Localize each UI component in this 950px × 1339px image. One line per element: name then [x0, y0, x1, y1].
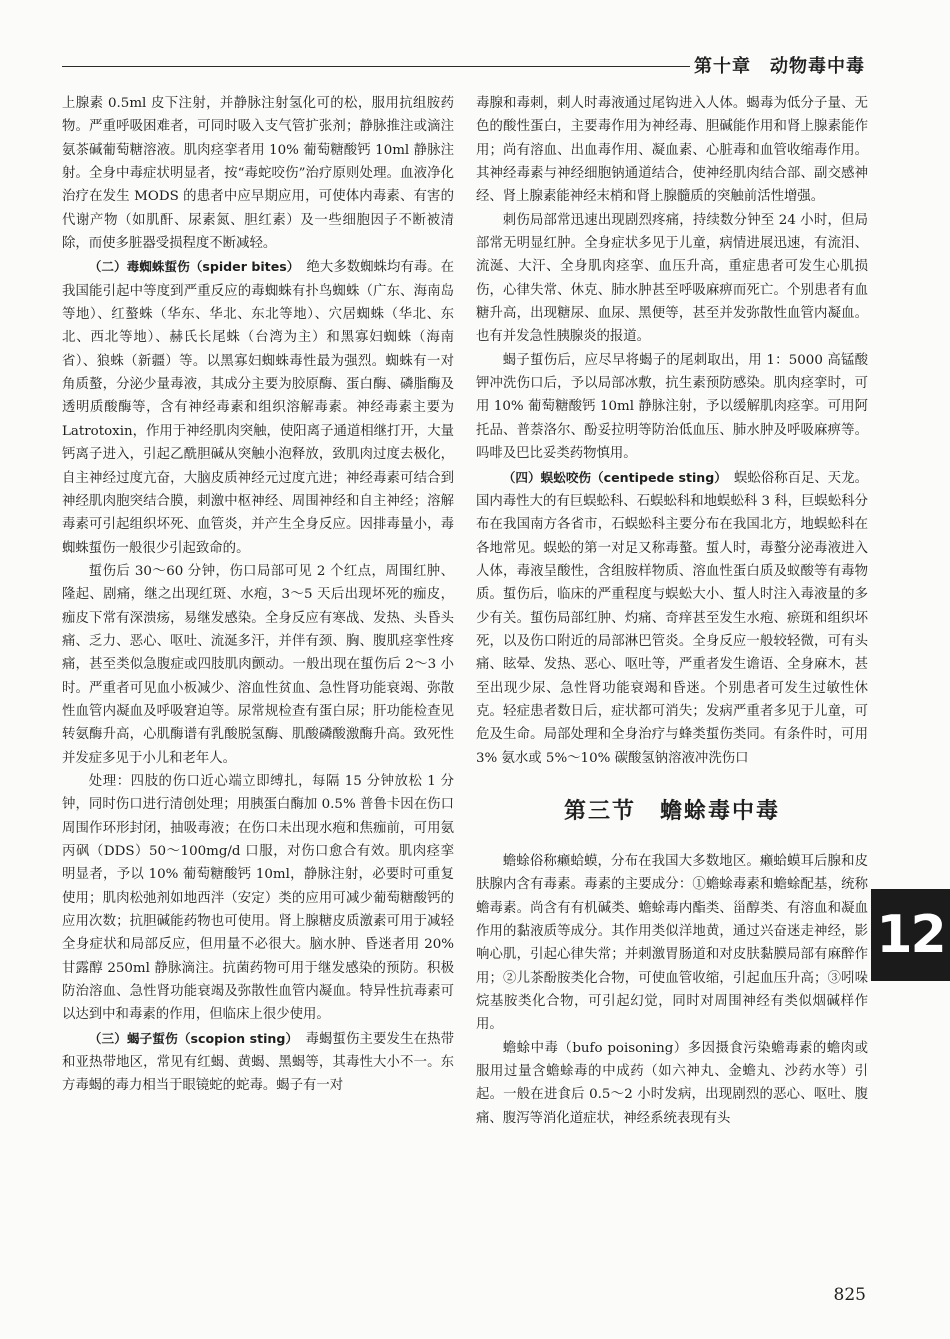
paragraph: 蟾蜍中毒（bufo poisoning）多因摄食污染蟾毒素的蟾肉或服用过量含蟾蜍毒的中成药（如六神丸、金蟾丸、沙药水等）引起。一般在进食后 0.5～2 小时发病，出现剧烈的恶心、呕吐、腹痛、腹泻等消化道症状，神经系统表现有头 [476, 1040, 868, 1126]
page-number: 825 [833, 1285, 866, 1305]
right-column [476, 92, 868, 1272]
section-title: 第三节 蟾蜍毒中毒 [563, 798, 780, 824]
paragraph-text: 蜈蚣俗称百足、天龙。国内毒性大的有巨蜈蚣科、石蜈蚣科和地蜈蚣科 3 科，巨蜈蚣科分布在我国南方各省市，石蜈蚣科主要分布在我国北方，地蜈蚣科在各地常见。蜈蚣的第一对足又称毒螯。蜇人时，毒螯分泌毒液进入人体，毒液呈酸性，含组胺样物质、溶血性蛋白质及蚁酸等有毒物质。蜇伤后，临床的严重程度与蜈蚣大小、蜇人时注入毒液量的多少有关。蜇伤局部红肿、灼痛、奇痒甚至发生水疱、瘀斑和组织坏死，以及伤口附近的局部淋巴管炎。全身反应一般较轻微，可有头痛、眩晕、发热、恶心、呕吐等，严重者发生谵语、全身麻木，甚至出现少尿、急性肾功能衰竭和昏迷。个别患者可发生过敏性休克。轻症患者数日后，症状都可消失；发病严重者多见于儿童，可危及生命。局部处理和全身治疗与蜂类蜇伤类同。有条件时，可用 3% 氨水或 5%～10% 碳酸氢钠溶液冲洗伤口 [476, 470, 868, 766]
paragraph-text: 绝大多数蜘蛛均有毒。在我国能引起中等度到严重反应的毒蜘蛛有扑鸟蜘蛛（广东、海南岛等地）、红螯蛛（华东、华北、东北等地）、穴居蜘蛛（华北、东北、西北等地）、赫氏长尾蛛（台湾为主）和黑寡妇蜘蛛（海南省）、狼蛛（新疆）等。以黑寡妇蜘蛛毒性最为强烈。蜘蛛有一对角质螯，分泌少量毒液，其成分主要为胶原酶、蛋白酶、磷脂酶及透明质酸酶等，含有神经毒素和组织溶解毒素。神经毒素主要为 Latrotoxin，作用于神经肌肉突触，使阳离子通道相继打开，大量钙离子进入，引起乙酰胆碱从突触小泡释放，致肌肉过度去极化，自主神经过度亢奋，大脑皮质神经元过度亢进；神经毒素可结合到神经肌肉胞突结合膜，刺激中枢神经、周围神经和自主神经；溶解毒素可引起组织坏死、血管炎，并产生全身反应。因排毒量小，毒蜘蛛蜇伤一般很少引起致命的。 [62, 260, 454, 556]
header-rule [62, 66, 690, 67]
subheading-scorpion-sting: （三）蝎子蜇伤（scopion sting） [88, 1030, 292, 1046]
paragraph-spider [62, 255, 454, 559]
chapter-header: 第十章 动物毒中毒 [694, 56, 865, 77]
paragraph: 毒腺和毒刺，刺人时毒液通过尾钩进入人体。蝎毒为低分子量、无色的酸性蛋白，主要毒作用为神经毒、胆碱能作用和肾上腺素能作用；尚有溶血、出血毒作用、凝血素、心脏毒和血管收缩毒作用。其神经毒素与神经细胞钠通道结合，使神经肌肉结合部、副交感神经、肾上腺素能神经末梢和肾上腺髓质的突触前活性增强。 [476, 96, 868, 205]
left-column [62, 92, 454, 1272]
chapter-tab: 12 [871, 889, 950, 981]
paragraph: 上腺素 0.5ml 皮下注射，并静脉注射氢化可的松，服用抗组胺药物。严重呼吸困难者，可同时吸入支气管扩张剂；静脉推注或滴注氨茶碱葡萄糖溶液。肌肉痉挛者用 10% 葡萄糖酸钙 10ml 静脉注射。全身中毒症状明显者，按“毒蛇咬伤”治疗原则处理。血液净化治疗在发生 MODS 的患者中应早期应用，可使体内毒素、有害的代谢产物（如肌酐、尿素氮、胆红素）及一些细胞因子不断被清除，而使多脏器受损程度不断减轻。 [62, 96, 454, 252]
paragraph-centipede [476, 466, 868, 770]
subheading-spider-bites: （二）毒蜘蛛蜇伤（spider bites） [88, 259, 294, 275]
subheading-centipede-sting: （四）蜈蚣咬伤（centipede sting） [502, 469, 721, 485]
paragraph: 刺伤局部常迅速出现剧烈疼痛，持续数分钟至 24 小时，但局部常无明显红肿。全身症状多见于儿童，病情进展迅速，有流泪、流涎、大汗、全身肌肉痉挛、血压升高，重症患者可发生心肌损伤，心律失常、休克、肺水肿甚至呼吸麻痹而死亡。个别患者有血糖升高，出现糖尿、血尿、黑便等，甚至并发弥散性血管内凝血。也有并发急性胰腺炎的报道。 [476, 212, 868, 345]
paragraph-scorpion [62, 1027, 454, 1098]
paragraph: 蝎子蜇伤后，应尽早将蝎子的尾刺取出，用 1：5000 高锰酸钾冲洗伤口后，予以局部冰敷，抗生素预防感染。肌肉痉挛时，可用 10% 葡萄糖酸钙 10ml 静脉注射，予以缓解肌肉痉挛。可用阿托品、普萘洛尔、酚妥拉明等防治低血压、肺水肿及呼吸麻痹等。吗啡及巴比妥类药物慎用。 [476, 352, 868, 462]
paragraph: 蟾蜍俗称癞蛤蟆，分布在我国大多数地区。癞蛤蟆耳后腺和皮肤腺内含有毒素。毒素的主要成分：①蟾蜍毒素和蟾蜍配基，统称蟾毒素。尚含有有机碱类、蟾蜍毒内酯类、甾醇类、有溶血和凝血作用的黏液质等成分。其作用类似洋地黄，通过兴奋迷走神经，影响心肌，引起心律失常；并刺激胃肠道和对皮肤黏膜局部有麻醉作用；②儿茶酚胺类化合物，可使血管收缩，引起血压升高；③吲哚烷基胺类化合物，可引起幻觉，同时对周围神经有类似烟碱样作用。 [476, 853, 868, 1033]
paragraph: 处理：四肢的伤口近心端立即缚扎，每隔 15 分钟放松 1 分钟，同时伤口进行清创处理；用胰蛋白酶加 0.5% 普鲁卡因在伤口周围作环形封闭，抽吸毒液；在伤口未出现水疱和焦痂前，可用氨丙砜（DDS）50～100mg/d 口服，对伤口愈合有效。肌肉痉挛明显者，予以 10% 葡萄糖酸钙 10ml，静脉注射，必要时可重复使用；肌肉松弛剂如地西泮（安定）类的应用可减少葡萄糖酸钙的应用次数；抗胆碱能药物也可使用。肾上腺糖皮质激素可用于减轻全身症状和局部反应，但用量不必很大。脑水肿、昏迷者用 20% 甘露醇 250ml 静脉滴注。抗菌药物可用于继发感染的预防。积极防治溶血、急性肾功能衰竭及弥散性血管内凝血。特异性抗毒素可以达到中和毒素的作用，但临床上很少使用。 [62, 773, 454, 1023]
paragraph: 蜇伤后 30～60 分钟，伤口局部可见 2 个红点，周围红肿、隆起、剧痛，继之出现红斑、水疱，3～5 天后出现坏死的痂皮，痂皮下常有深溃疡，易继发感染。全身反应有寒战、发热、头昏头痛、乏力、恶心、呕吐、流涎多汗，并伴有颈、胸、腹肌痉挛性疼痛，甚至类似急腹症或四肢肌肉颤动。一般出现在蜇伤后 2～3 小时。严重者可见血小板减少、溶血性贫血、急性肾功能衰竭、弥散性血管内凝血及呼吸窘迫等。尿常规检查有蛋白尿；肝功能检查见转氨酶升高，心肌酶谱有乳酸脱氢酶、肌酸磷酸激酶升高。致死性并发症多见于小儿和老年人。 [62, 563, 454, 766]
paragraph-text: 毒蝎蜇伤主要发生在热带和亚热带地区，常见有红蝎、黄蝎、黑蝎等，其毒性大小不一。东方毒蝎的毒力相当于眼镜蛇的蛇毒。蝎子有一对 [62, 1031, 454, 1094]
